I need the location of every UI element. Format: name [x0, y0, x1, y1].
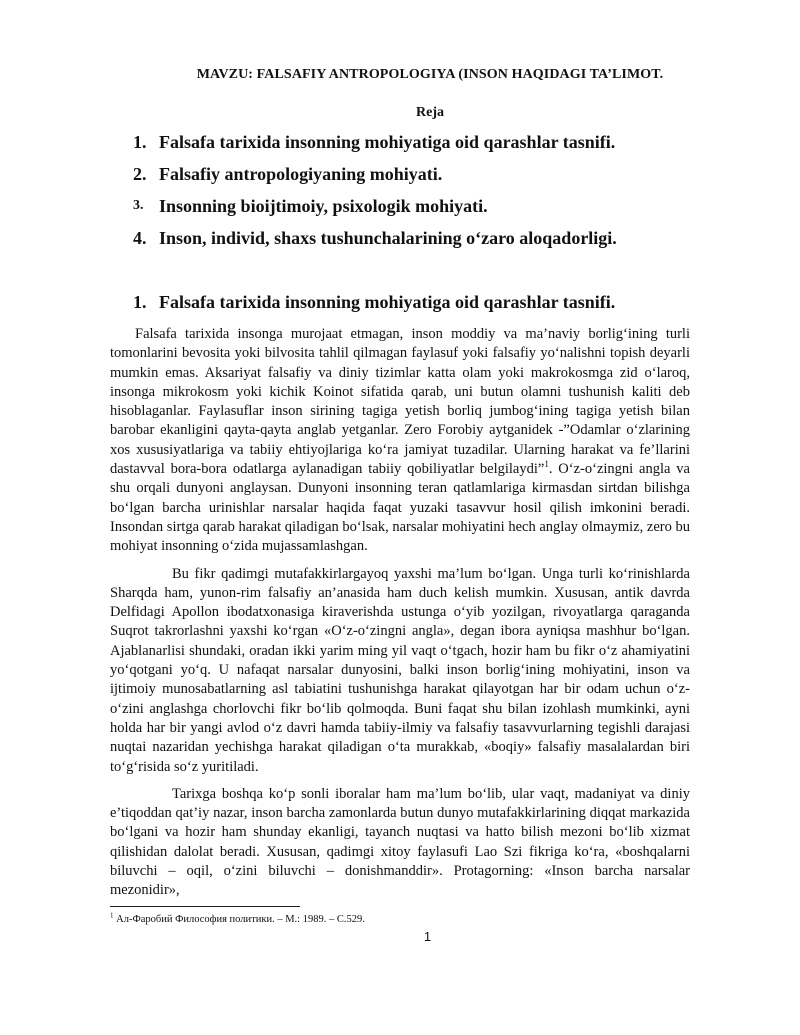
footnote: [110, 911, 365, 925]
plan-item: [133, 131, 693, 163]
plan-heading: Reja: [416, 105, 444, 120]
paragraph-1-text-a: Falsafa tarixida insonga murojaat etmagan, inson moddiy va ma’naviy borlig‘ining turli tomonlarini bevosita yoki bilvosita tahlil qilmagan faylasuf yoki falsafiy yo‘nalishni topish deyarli mumkin emas. Aksariyat falsafiy va diniy tizimlar katta olam yoki makrokosmga zid o‘laroq, insonga mikrokosm yoki kichik Koinot sifatida qarab, uni butun olamni tushunish kaliti deb hisoblaganlar. Faylasuflar inson sirining tagiga yetish borliq jumbog‘ining tagiga yetish bilan barobar ekanligini qayta-qayta anglab yetganlar. Zero Forobiy aytganidek -”Odamlar o‘zlarining xos xususiyatlariga va tabiiy ehtiyojlariga ko‘ra jamiyat tuzadilar. Ularning harakat va fe’llarini dastavval bora-bora odatlarga aylanadigan tabiiy qobiliyatlar belgilaydi”: [110, 326, 690, 478]
plan-item-text: Falsafa tarixida insonning mohiyatiga oid qarashlar tasnifi.: [159, 132, 616, 152]
plan-item: [133, 195, 693, 227]
plan-item: [133, 163, 693, 195]
page-number: 1: [423, 929, 432, 944]
plan-item-text: Inson, individ, shaxs tushunchalarining o‘zaro aloqadorligi.: [159, 228, 617, 248]
body-text: [110, 325, 690, 909]
plan-item-number: 3.: [133, 198, 144, 213]
paragraph-2: Bu fikr qadimgi mutafakkirlargayoq yaxshi ma’lum bo‘lgan. Unga turli ko‘rinishlarda Sharqda ham, yunon-rim falsafiy an’anasida ham duch kelish mumkin. Xususan, antik davrda Delfidagi Apollon ibodatxonasiga kiraverishda ustunga o‘yib yozilgan, rivoyatlarga qaraganda Suqrot takrorlashni yaxshi ko‘rgan «O‘z-o‘zingni angla», degan ibora ayniqsa mashhur bo‘lgan. Ajablanarlisi shundaki, oradan ikki yarim ming yil vaqt o‘tgach, hozir ham bu fikr o‘z ahamiyatini yo‘qotgani yo‘q. U nafaqat narsalar dunyosini, balki inson borlig‘ining mohiyatini, inson va ijtimoiy munosabatlarning asl tabiatini tushunishga harakat qilayotgan har bir odam uchun o‘z-o‘zini anglashga chorlovchi fikr bo‘lib qolmoqda. Buni faqat shu bilan izohlash mumkinki, ayni holda har bir yangi avlod o‘z davri hamda tabiiy-ilmiy va falsafiy tasavvurlarning tegishli darajasi nuqtai nazaridan yechishga harakat qiladigan o‘ta murakkab, «boqiy» falsafiy masalalardan biri to‘g‘risida so‘z yuritiladi.: [110, 565, 690, 775]
footnote-mark: 1: [110, 911, 114, 920]
footnote-reference[interactable]: 1: [544, 459, 549, 470]
paragraph-1: [110, 325, 690, 557]
plan-item-number: 4.: [133, 228, 147, 248]
plan-item-text: Falsafiy antropologiyaning mohiyati.: [159, 164, 443, 184]
section-heading-text: Falsafa tarixida insonning mohiyatiga oid qarashlar tasnifi.: [159, 292, 616, 312]
document-title: MAVZU: FALSAFIY ANTROPOLOGIYA (INSON HAQIDAGI TA’LIMOT.: [196, 67, 664, 82]
plan-list: [133, 131, 693, 259]
footnote-separator: [110, 906, 300, 907]
plan-item-number: 2.: [133, 164, 147, 184]
paragraph-1-text-b: . O‘z-o‘zingni angla va shu orqali dunyoni anglaysan. Dunyoni insonning teran qatlamlariga kirmasdan sirtdan bilishga bo‘lgan barcha urinishlar narsalar haqida faqat yuzaki tasavvur hosil qilish imkonini beradi. Insondan sirtga qarab harakat qiladigan bo‘lsak, narsalar mohiyatini hech anglay olmaymiz, zero bu mohiyat insonning o‘zida mujassamlashgan.: [110, 461, 690, 555]
plan-item: [133, 227, 693, 259]
paragraph-3: Tarixga boshqa ko‘p sonli iboralar ham ma’lum bo‘lib, ular vaqt, madaniyat va diniy e’tiqoddan qat’iy nazar, inson barcha zamonlarda butun dunyo mutafakkirlarining diqqat markazida bo‘lgani va hozir ham shunday ekanligi, tayanch nuqtasi va hatto bilish mezoni bo‘lib xizmat qilishidan dalolat beradi. Xususan, qadimgi xitoy faylasufi Lao Szi fikriga ko‘ra, «boshqalarni biluvchi – oqil, o‘zini biluvchi – donishmanddir». Protagorning: «Inson barcha narsalar mezonidir»,: [110, 785, 690, 899]
footnote-text: Ал-Фаробий Философия политики. – М.: 1989. – С.529.: [113, 914, 365, 925]
section-heading-number: 1.: [133, 292, 147, 312]
plan-item-text: Insonning bioijtimoiy, psixologik mohiyati.: [159, 196, 488, 216]
plan-item-number: 1.: [133, 132, 147, 152]
section-heading: [133, 292, 615, 313]
